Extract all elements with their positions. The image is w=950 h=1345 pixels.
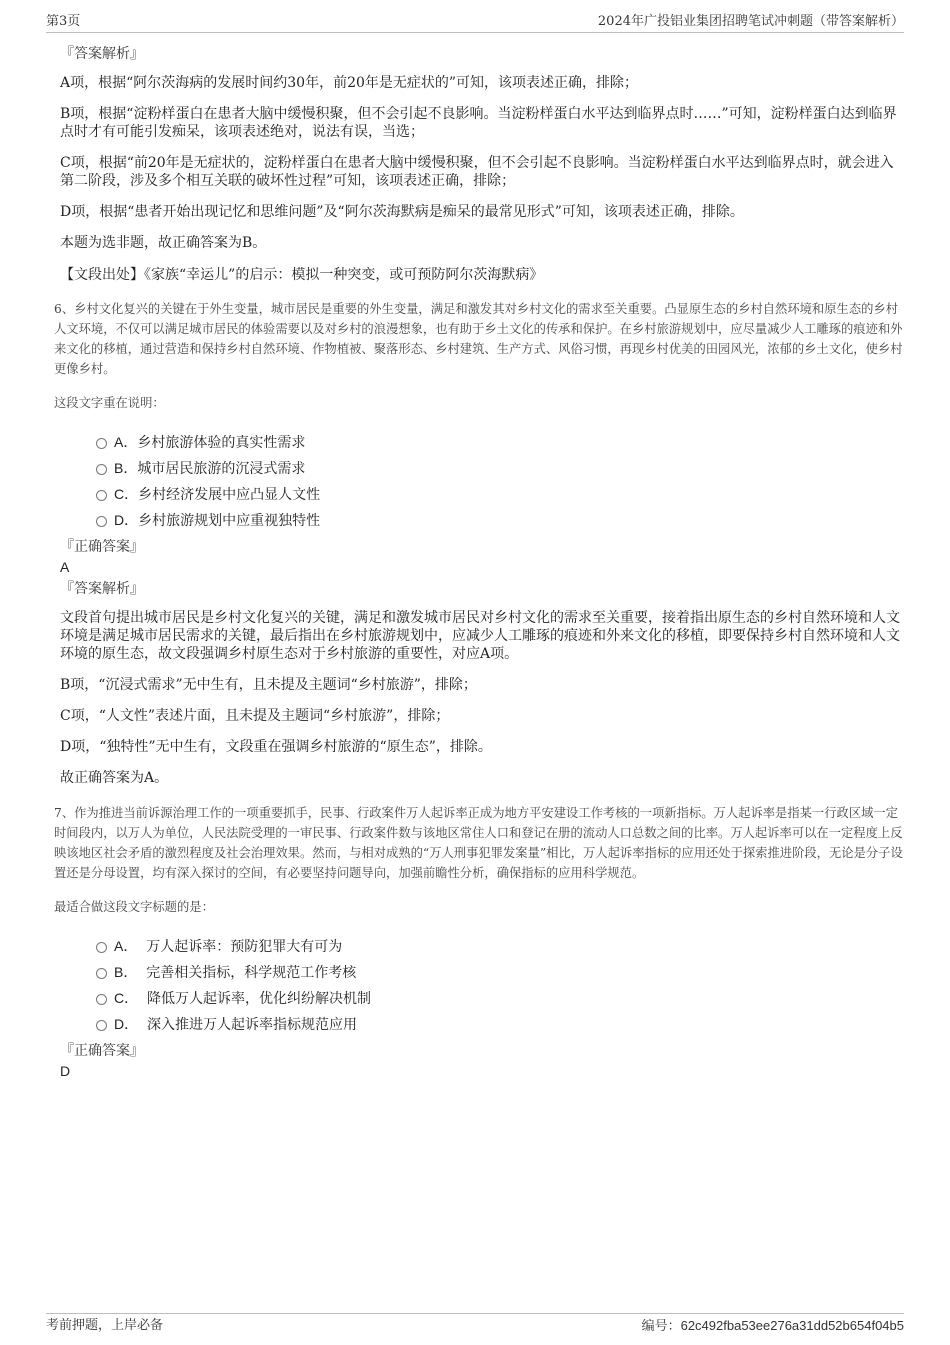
option-letter: A． (114, 434, 138, 450)
document-body (54, 42, 904, 1083)
option-b[interactable] (96, 959, 904, 985)
analysis-paragraph: B项，“沉浸式需求”无中生有，且未提及主题词“乡村旅游”，排除； (60, 677, 477, 693)
option-text: 完善相关指标，科学规范工作考核 (146, 965, 357, 981)
option-text: 降低万人起诉率，优化纠纷解决机制 (147, 991, 372, 1007)
option-text: 城市居民旅游的沉浸式需求 (137, 461, 306, 477)
option-letter: C． (114, 990, 139, 1006)
page-number: 第3页 (46, 14, 81, 29)
analysis-paragraph: 文段首句提出城市居民是乡村文化复兴的关键，满足和激发城市居民对乡村文化的需求至关重要，接着指出原生态的乡村自然环境和人文环境是满足城市居民需求的关键，最后指出在乡村旅游规划中，应减少人工雕琢的痕迹和外来文化的移植，即要保持乡村自然环境和人文环境的原生态，故文段强调乡村原生态对于乡村旅游的重要性，对应A项。 (60, 610, 900, 662)
option-letter: A． (114, 938, 138, 954)
option-d[interactable] (96, 507, 904, 533)
option-text: 乡村旅游规划中应重视独特性 (138, 513, 321, 529)
document-title: 2024年广投铝业集团招聘笔试冲刺题（带答案解析） (597, 14, 904, 29)
radio-icon[interactable] (96, 490, 107, 501)
page-footer (46, 1313, 904, 1336)
question-6 (54, 299, 904, 787)
analysis-label: 『答案解析』 (60, 46, 144, 62)
document-id-value: 62c492fba53ee276a31dd52b654f04b5 (680, 1318, 904, 1333)
option-letter: D． (114, 1016, 139, 1032)
options-list (96, 429, 904, 533)
source-citation: 【文段出处】《家族“幸运儿”的启示：模拟一种突变，或可预防阿尔茨海默病》 (60, 267, 544, 283)
question-text: 7、作为推进当前诉源治理工作的一项重要抓手，民事、行政案件万人起诉率正成为地方平安建设工作考核的一项新指标。万人起诉率是指某一行政区域一定时间段内，以万人为单位，人民法院受理的一审民事、行政案件数与该地区常住人口和登记在册的流动人口总数之间的比率。万人起诉率可以在一定程度上反映该地区社会矛盾的激烈程度及社会治理效果。然而，与相对成熟的“万人刑事犯罪发案量”相比，万人起诉率指标的应用还处于探索推进阶段，无论是分子设置还是分母设置，均有深入探讨的空间，有必要坚持问题导向，加强前瞻性分析，确保指标的应用科学规范。 (54, 806, 903, 880)
question-7 (54, 803, 904, 1081)
option-letter: B． (114, 460, 138, 476)
analysis-conclusion: 本题为选非题，故正确答案为B。 (60, 235, 267, 251)
page-header (46, 12, 904, 33)
radio-icon[interactable] (96, 516, 107, 527)
radio-icon[interactable] (96, 942, 107, 953)
question-prompt: 这段文字重在说明： (54, 396, 165, 410)
radio-icon[interactable] (96, 1020, 107, 1031)
option-c[interactable] (96, 481, 904, 507)
question-text: 6、乡村文化复兴的关键在于外生变量，城市居民是重要的外生变量，满足和激发其对乡村文化的需求至关重要。凸显原生态的乡村自然环境和原生态的乡村人文环境，不仅可以满足城市居民的体验需要以及对乡村的浪漫想象，也有助于乡土文化的传承和保护。在乡村旅游规划中，应尽量减少人工雕琢的痕迹和外来文化的移植，通过营造和保持乡村自然环境、作物植被、聚落形态、乡村建筑、生产方式、风俗习惯，再现乡村优美的田园风光，浓郁的乡土文化，使乡村更像乡村。 (54, 302, 903, 376)
correct-answer: A (60, 559, 70, 575)
option-a[interactable] (96, 429, 904, 455)
correct-answer-label: 『正确答案』 (60, 1043, 144, 1059)
question-prompt: 最适合做这段文字标题的是： (54, 900, 214, 914)
radio-icon[interactable] (96, 438, 107, 449)
analysis-paragraph: D项，根据“患者开始出现记忆和思维问题”及“阿尔茨海默病是痴呆的最常见形式”可知，该项表述正确，排除。 (60, 204, 744, 220)
option-letter: B． (114, 964, 138, 980)
radio-icon[interactable] (96, 994, 107, 1005)
radio-icon[interactable] (96, 968, 107, 979)
document-id-label: 编号： (641, 1319, 681, 1334)
analysis-conclusion: 故正确答案为A。 (60, 770, 169, 786)
options-list (96, 933, 904, 1037)
analysis-paragraph: B项，根据“淀粉样蛋白在患者大脑中缓慢积聚，但不会引起不良影响。当淀粉样蛋白水平达到临界点时……”可知，淀粉样蛋白达到临界点时才有可能引发痴呆，该项表述绝对，说法有误，当选； (60, 106, 897, 140)
option-d[interactable] (96, 1011, 904, 1037)
radio-icon[interactable] (96, 464, 107, 475)
option-letter: D． (114, 512, 139, 528)
option-text: 万人起诉率：预防犯罪大有可为 (146, 939, 343, 955)
correct-answer-label: 『正确答案』 (60, 539, 144, 555)
document-id (642, 1316, 904, 1337)
option-text: 深入推进万人起诉率指标规范应用 (147, 1017, 358, 1033)
analysis-paragraph: D项，“独特性”无中生有，文段重在强调乡村旅游的“原生态”，排除。 (60, 739, 492, 755)
analysis-paragraph: C项，根据“前20年是无症状的，淀粉样蛋白在患者大脑中缓慢积聚，但不会引起不良影响。当淀粉样蛋白水平达到临界点时，就会进入第二阶段，涉及多个相互关联的破坏性过程”可知，该项表述正确，排除； (60, 155, 894, 189)
analysis-label: 『答案解析』 (60, 581, 144, 597)
analysis-paragraph: C项，“人文性”表述片面，且未提及主题词“乡村旅游”，排除； (60, 708, 450, 724)
option-text: 乡村旅游体验的真实性需求 (137, 435, 306, 451)
option-c[interactable] (96, 985, 904, 1011)
option-text: 乡村经济发展中应凸显人文性 (138, 487, 321, 503)
option-a[interactable] (96, 933, 904, 959)
option-letter: C． (114, 486, 139, 502)
option-b[interactable] (96, 455, 904, 481)
correct-answer: D (60, 1063, 71, 1079)
analysis-paragraph: A项，根据“阿尔茨海病的发展时间约30年，前20年是无症状的”可知，该项表述正确，排除； (60, 75, 639, 91)
footer-slogan: 考前押题，上岸必备 (46, 1318, 164, 1333)
q5-analysis (54, 44, 904, 285)
